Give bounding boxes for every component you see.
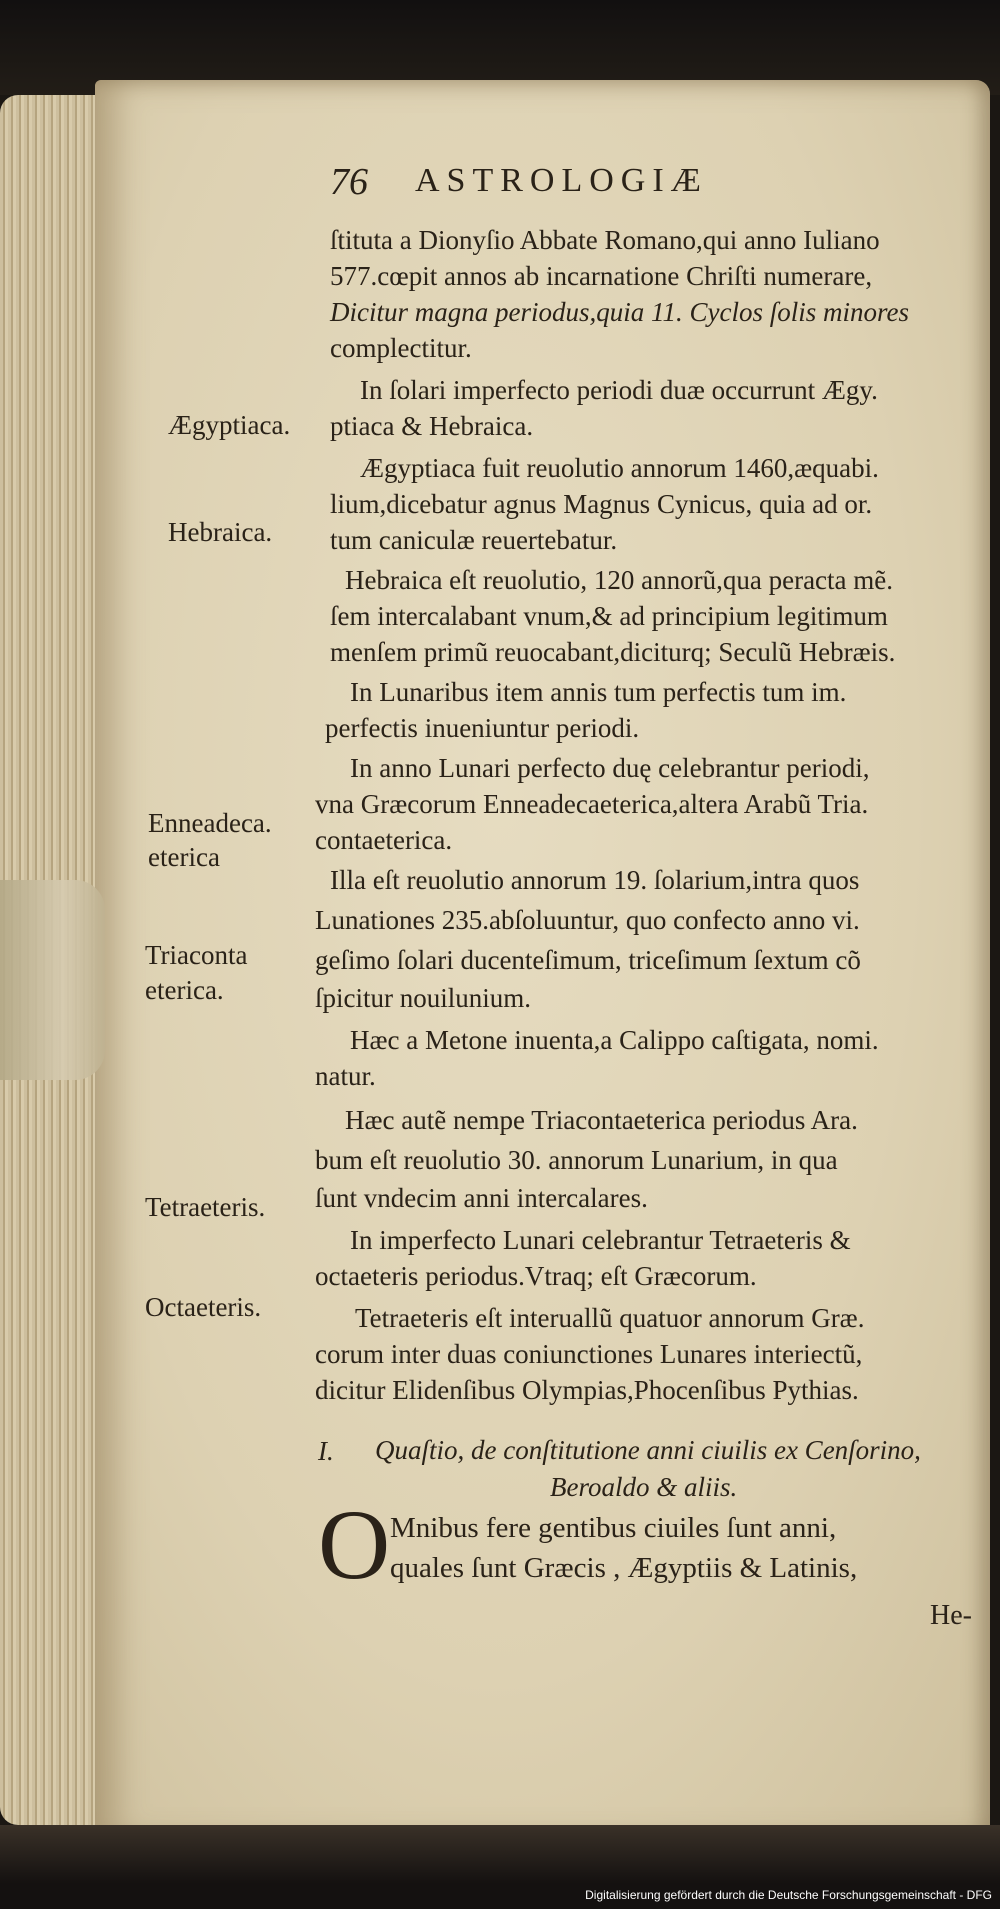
margin-note: Hebraica. — [168, 517, 273, 547]
text-line: octaeteris periodus.Vtraq; eſt Græcorum. — [315, 1261, 757, 1291]
text-line: ptiaca & Hebraica. — [330, 411, 534, 441]
text-line: Illa eſt reuolutio annorum 19. ſolarium,intra quos — [330, 865, 860, 895]
text-line: In ſolari imperfecto periodi duæ occurrunt Ægy. — [360, 375, 878, 405]
margin-note: Enneadeca. — [148, 808, 272, 838]
margin-note: Triaconta — [145, 940, 248, 970]
margin-note: Octaeteris. — [145, 1292, 262, 1322]
text-line: Tetraeteris eſt interuallũ quatuor annorum Græ. — [355, 1303, 865, 1333]
text-line: Mnibus fere gentibus ciuiles ſunt anni, — [390, 1512, 837, 1544]
text-line: Hæc autẽ nempe Triacontaeterica periodus Ara. — [345, 1105, 858, 1135]
text-line: perfectis inueniuntur periodi. — [325, 713, 640, 743]
text-line: tum caniculæ reuertebatur. — [330, 525, 618, 555]
catchword: He- — [930, 1600, 972, 1631]
text-line: Hebraica eſt reuolutio, 120 annorũ,qua peracta mẽ. — [345, 565, 894, 595]
text-line: dicitur Elidenſibus Olympias,Phocenſibus Pythias. — [315, 1375, 859, 1405]
text-line: menſem primũ reuocabant,diciturq; Seculũ Hebræis. — [330, 637, 896, 667]
text-line: Lunationes 235.abſoluuntur, quo confecto anno vi. — [315, 905, 860, 935]
margin-note: eterica. — [145, 975, 224, 1005]
running-title: ASTROLOGIÆ — [415, 162, 708, 199]
text-line: Hæc a Metone inuenta,a Calippo caſtigata, nomi. — [350, 1025, 879, 1055]
question-number: I. — [318, 1436, 334, 1466]
text-line: In Lunaribus item annis tum perfectis tum im. — [350, 677, 847, 707]
text-line: bum eſt reuolutio 30. annorum Lunarium, in qua — [315, 1145, 838, 1175]
text-line: geſimo ſolari ducenteſimum, triceſimum ſextum cõ — [315, 945, 861, 975]
question-title-line: Beroaldo & aliis. — [550, 1472, 738, 1502]
text-line: 577.cœpit annos ab incarnatione Chriſti numerare, — [330, 261, 873, 291]
margin-note: Ægyptiaca. — [168, 410, 291, 440]
margin-note: eterica — [148, 842, 220, 872]
text-line: ſunt vndecim anni intercalares. — [315, 1183, 648, 1213]
text-line: ſtituta a Dionyſio Abbate Romano,qui anno Iuliano — [330, 225, 880, 255]
page-header — [330, 160, 930, 210]
text-line: ſpicitur nouilunium. — [315, 983, 531, 1013]
text-line: Ægyptiaca fuit reuolutio annorum 1460,æquabi. — [360, 453, 879, 483]
text-line: contaeterica. — [315, 825, 453, 855]
text-line: In imperfecto Lunari celebrantur Tetraeteris & — [350, 1225, 851, 1255]
page-number: 76 — [330, 161, 368, 203]
text-line: natur. — [315, 1061, 376, 1091]
digitization-credit: Digitalisierung gefördert durch die Deutsche Forschungsgemeinschaft - DFG — [585, 1888, 992, 1902]
drop-capital: O — [318, 1489, 391, 1600]
book-clasp — [0, 880, 105, 1080]
text-line: complectitur. — [330, 333, 472, 363]
question-title-line: Quaſtio, de conſtitutione anni ciuilis ex Cenſorino, — [375, 1435, 921, 1465]
margin-note: Tetraeteris. — [145, 1192, 266, 1222]
text-line: ſem intercalabant vnum,& ad principium legitimum — [330, 601, 888, 631]
text-line: vna Græcorum Enneadecaeterica,altera Arabũ Tria. — [315, 789, 869, 819]
text-line: In anno Lunari perfecto duę celebrantur periodi, — [350, 753, 870, 783]
text-line: lium,dicebatur agnus Magnus Cynicus, quia ad or. — [330, 489, 873, 519]
text-line: corum inter duas coniunctiones Lunares interiectũ, — [315, 1339, 863, 1369]
text-line: quales ſunt Græcis , Ægyptiis & Latinis, — [390, 1552, 858, 1584]
text-line: Dicitur magna periodus,quia 11. Cyclos ſolis minores — [330, 297, 909, 327]
